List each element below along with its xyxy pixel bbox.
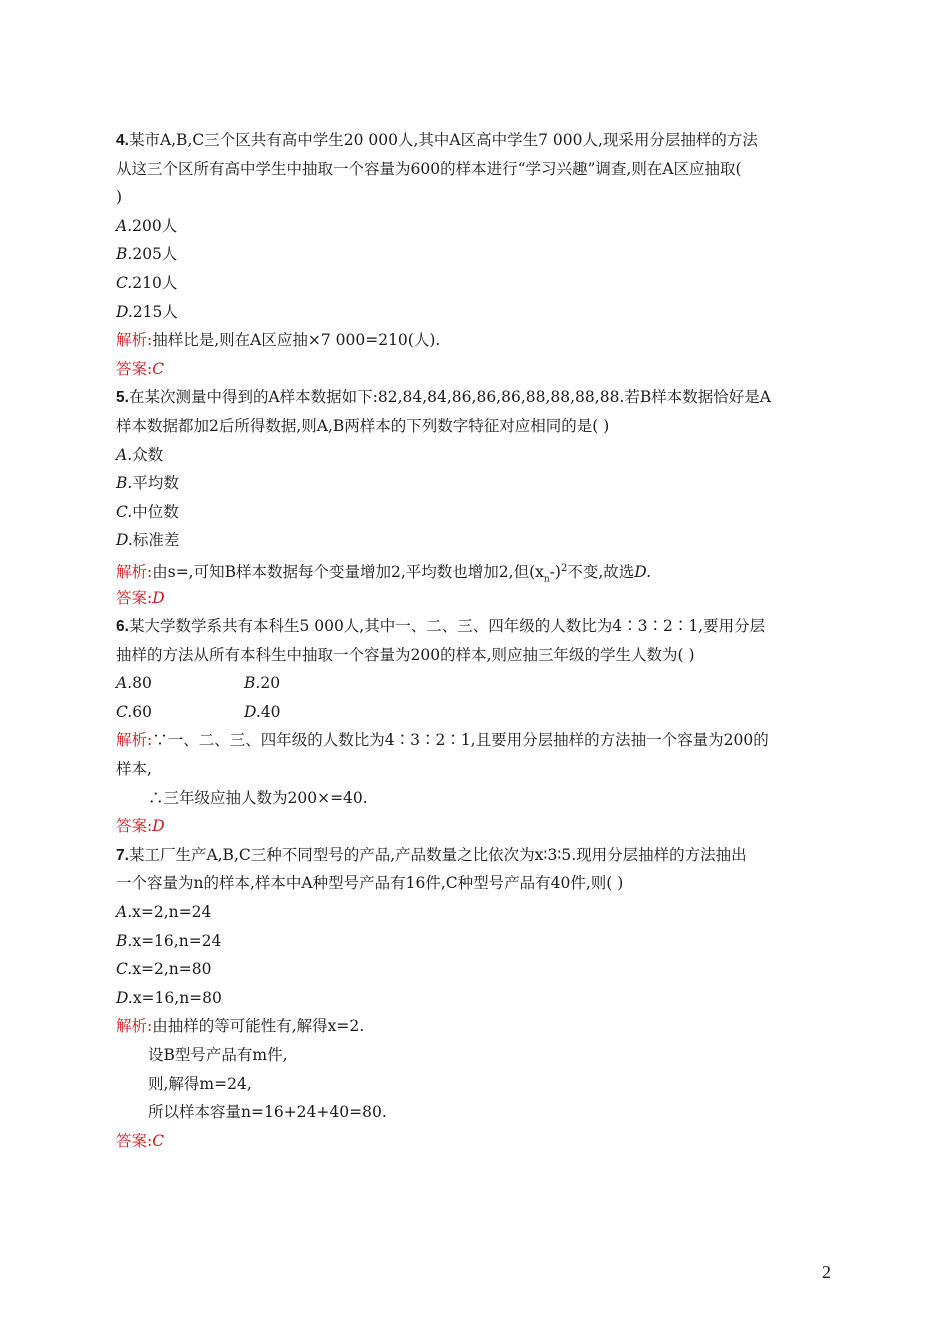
q7-answer [116,1127,836,1156]
analysis-label: 解析: [116,731,153,750]
answer-value: C [152,359,165,378]
option-letter: B. [116,245,133,264]
option-letter: A. [116,216,133,235]
option-letter: D. [116,531,133,550]
q5-stem-line-2: 样本数据都加2后所得数据,则A,B两样本的下列数字特征对应相同的是( ) [116,416,610,435]
answer-label: 答案: [116,359,153,378]
q4-stem-line-1 [116,126,836,155]
q7-option-a [116,898,836,927]
q4-number: 4. [116,132,129,149]
option-letter: A. [116,445,133,464]
q4-stem-text-1: 某市A,B,C三个区共有高中学生20 000人,其中A区高中学生7 000人,现采用分层抽样的方法 [128,131,758,149]
option-letter: C. [116,702,133,721]
q7-analysis-line-1 [116,1012,836,1041]
option-text: x=2,n=24 [132,903,212,922]
option-letter: C. [116,273,133,292]
q6-stem-line-2: 抽样的方法从所有本科生中抽取一个容量为200的样本,则应抽三年级的学生人数为( ) [116,645,695,664]
q7-analysis-line-2: 设B型号产品有m件, [148,1046,288,1064]
answer-label: 答案: [116,1131,153,1150]
q6-option-a [116,669,244,698]
option-text: 80 [132,674,152,693]
answer-value: C [152,1131,165,1150]
q6-answer [116,812,836,841]
q5-stem-text-1: 在某次测量中得到的A样本数据如下:82,84,84,86,86,86,88,88,88,88.若B样本数据恰好是A [128,388,771,407]
q4-option-a [116,212,836,241]
option-letter: B. [116,474,133,493]
analysis-text-1: ∵一、二、三、四年级的人数比为4∶3∶2∶1,且要用分层抽样的方法抽一个容量为200的 [152,731,769,750]
analysis-label: 解析: [116,1017,153,1036]
q5-option-a [116,441,836,470]
analysis-label: 解析: [116,331,153,350]
analysis-subscript: n [543,574,550,585]
option-text: 210人 [132,273,178,292]
analysis-label: 解析: [116,563,153,582]
option-letter: C. [116,960,133,979]
analysis-text-c: 不变,故选 [567,563,635,582]
q5-option-c [116,498,836,527]
q4-stem-line-2: 从这三个区所有高中学生中抽取一个容量为600的样本进行“学习兴趣”调查,则在A区应抽取( [116,159,742,178]
option-text: x=2,n=80 [132,960,212,979]
option-text: 40 [260,702,281,721]
answer-label: 答案: [116,588,153,607]
option-text: 205人 [132,245,178,264]
q6-options-row-2 [116,698,836,727]
option-text: 中位数 [132,502,179,521]
q4-option-c [116,269,836,298]
q5-number: 5. [116,389,129,407]
q7-analysis-line-3: 则,解得m=24, [148,1074,252,1093]
q6-analysis-line-3: ∴三年级应抽人数为200×=40. [148,788,368,807]
option-letter: C. [116,502,133,521]
option-text: x=16,n=80 [132,988,222,1007]
analysis-text-1: 由抽样的等可能性有,解得x=2. [152,1017,365,1036]
q5-stem-line-1 [116,383,836,412]
q6-options-row-1 [116,669,836,698]
option-letter: A. [116,674,133,693]
option-letter: D. [116,988,133,1007]
document-body [116,126,836,1155]
option-text: 200人 [132,216,178,235]
option-text: 平均数 [132,474,179,493]
q5-analysis [116,555,836,584]
q7-stem-line-1 [116,841,836,870]
answer-label: 答案: [116,817,153,836]
q7-option-c [116,955,836,984]
answer-value: D [152,588,165,607]
q6-option-d [244,703,281,721]
option-text: 众数 [132,445,164,464]
analysis-text-a: 由s=,可知B样本数据每个变量增加2,平均数也增加2,但(x [152,563,544,582]
option-letter: A. [116,903,133,922]
q6-analysis-line-1 [116,726,836,755]
option-letter: D. [116,302,133,321]
analysis-text: 抽样比是,则在A区应抽×7 000=210(人). [152,331,441,350]
q6-option-b [244,674,280,692]
option-letter: B. [244,674,261,693]
q7-stem-text-1: 某工厂生产A,B,C三种不同型号的产品,产品数量之比依次为x∶3∶5.现用分层抽样的方法抽出 [128,845,747,864]
q7-analysis-line-4: 所以样本容量n=16+24+40=80. [148,1103,387,1122]
q7-stem-line-2: 一个容量为n的样本,样本中A种型号产品有16件,C种型号产品有40件,则( ) [116,874,624,893]
q4-answer [116,355,836,384]
analysis-text-b: -) [549,563,561,582]
q5-option-d [116,526,836,555]
q5-option-b [116,469,836,498]
q7-number: 7. [116,846,129,864]
q6-analysis-line-2: 样本, [116,760,152,779]
q7-option-d [116,984,836,1013]
analysis-superscript: 2 [560,562,568,574]
q6-number: 6. [116,618,129,636]
q5-answer [116,584,836,613]
option-text: 20 [260,674,281,693]
option-text: 215人 [132,302,178,321]
q4-option-b [116,240,836,269]
option-text: x=16,n=24 [132,931,222,950]
option-letter: B. [116,931,133,950]
q4-analysis [116,326,836,355]
q7-option-b [116,927,836,956]
analysis-choice: D. [634,563,652,582]
option-letter: D. [244,702,261,721]
q4-stem-line-3: ) [116,188,123,207]
q6-option-c [116,698,244,727]
answer-value: D [152,817,165,836]
q6-stem-text-1: 某大学数学系共有本科生5 000人,其中一、二、三、四年级的人数比为4∶3∶2∶1,要用分层 [128,617,766,636]
option-text: 60 [132,702,152,721]
option-text: 标准差 [132,531,180,550]
q6-stem-line-1 [116,612,836,641]
page-number: 2 [822,1262,831,1282]
q4-option-d [116,298,836,327]
